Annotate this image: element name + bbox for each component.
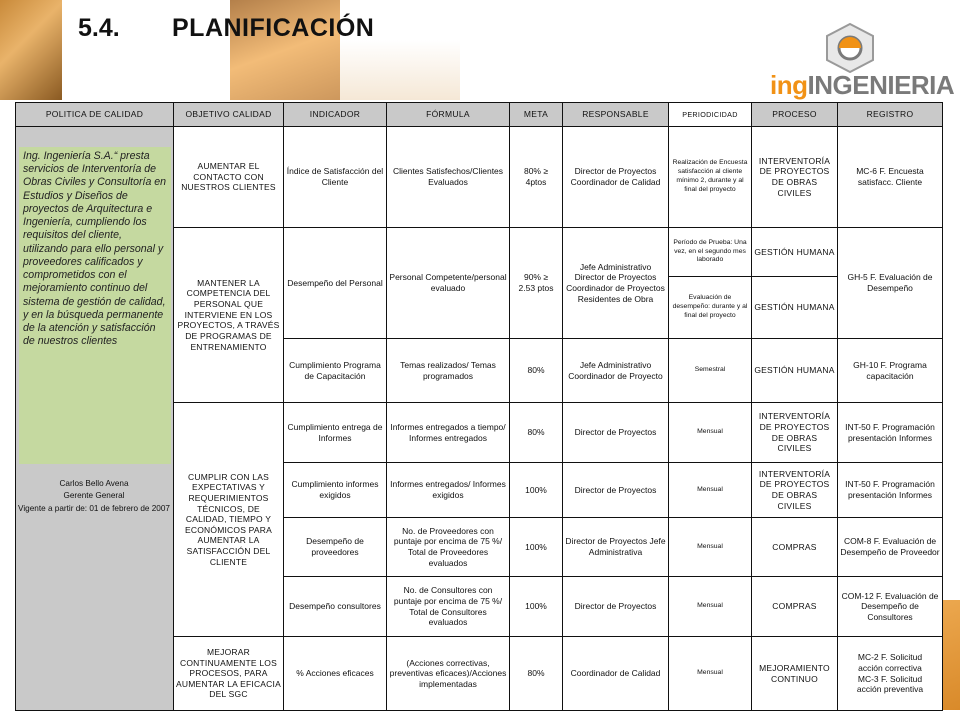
row5-registro: INT-50 F. Programación presentación Informes	[837, 462, 943, 518]
row3-periodicidad: Semestral	[668, 338, 752, 403]
row2-proceso-a: GESTIÓN HUMANA	[751, 227, 838, 277]
row2-indicador: Desempeño del Personal	[283, 227, 387, 339]
row4-indicador: Cumplimiento entrega de Informes	[283, 402, 387, 463]
row3-meta: 80%	[509, 338, 563, 403]
row2-periodicidad-b: Evaluación de desempeño: durante y al final del proyecto	[668, 276, 752, 339]
header-politica: POLITICA DE CALIDAD	[15, 102, 174, 127]
row5-formula: Informes entregados/ Informes exigidos	[386, 462, 510, 518]
row6-responsable: Director de Proyectos Jefe Administrativa	[562, 517, 669, 577]
header-periodicidad: PERIODICIDAD	[668, 102, 752, 127]
header-meta: META	[509, 102, 563, 127]
row4-periodicidad: Mensual	[668, 402, 752, 463]
signer-role: Gerente General	[63, 491, 125, 501]
logo-text-rest: INGENIERIA	[807, 70, 955, 100]
row6-formula: No. de Proveedores con puntaje por encima de 75 %/ Total de Proveedores evaluados	[386, 517, 510, 577]
row7-responsable: Director de Proyectos	[562, 576, 669, 637]
row8-meta: 80%	[509, 636, 563, 711]
objective-2: MANTENER LA COMPETENCIA DEL PERSONAL QUE INTERVIENE EN LOS PROYECTOS, A TRAVÉS DE PROGRAMAS DE ENTRENAMIENTO	[173, 227, 284, 403]
row1-indicador: Índice de Satisfacción del Cliente	[283, 126, 387, 228]
row6-meta: 100%	[509, 517, 563, 577]
row1-proceso: INTERVENTORÍA DE PROYECTOS DE OBRAS CIVILES	[751, 126, 838, 228]
valid-from: Vigente a partir de: 01 de febrero de 2007	[18, 503, 170, 513]
policy-signature-block	[16, 478, 172, 515]
row6-indicador: Desempeño de proveedores	[283, 517, 387, 577]
row7-registro: COM-12 F. Evaluación de Desempeño de Consultores	[837, 576, 943, 637]
row2-registro: GH-5 F. Evaluación de Desempeño	[837, 227, 943, 339]
row4-responsable: Director de Proyectos	[562, 402, 669, 463]
row8-registro: MC-2 F. Solicitud acción correctiva MC-3 F. Solicitud acción preventiva	[837, 636, 943, 711]
objective-3: CUMPLIR CON LAS EXPECTATIVAS Y REQUERIMIENTOS TÉCNICOS, DE CALIDAD, TIEMPO Y ECONÓMICOS PARA AUMENTAR LA SATISFACCIÓN DEL CLIENTE	[173, 402, 284, 637]
row5-periodicidad: Mensual	[668, 462, 752, 518]
header-registro: REGISTRO	[837, 102, 943, 127]
row1-periodicidad: Realización de Encuesta satisfacción al cliente mínimo 2, durante y al final del proyecto	[668, 126, 752, 228]
row3-indicador: Cumplimiento Programa de Capacitación	[283, 338, 387, 403]
row5-responsable: Director de Proyectos	[562, 462, 669, 518]
row7-indicador: Desempeño consultores	[283, 576, 387, 637]
row2-responsable: Jefe Administrativo Director de Proyectos Coordinador de Proyectos Residentes de Obra	[562, 227, 669, 339]
row6-registro: COM-8 F. Evaluación de Desempeño de Proveedor	[837, 517, 943, 577]
logo-text-main: ing	[770, 70, 808, 100]
row8-periodicidad: Mensual	[668, 636, 752, 711]
row2-proceso-b: GESTIÓN HUMANA	[751, 276, 838, 339]
row5-proceso: INTERVENTORÍA DE PROYECTOS DE OBRAS CIVILES	[751, 462, 838, 518]
signer-name: Carlos Bello Avena	[59, 479, 129, 488]
row8-indicador: % Acciones eficaces	[283, 636, 387, 711]
row1-responsable: Director de Proyectos Coordinador de Calidad	[562, 126, 669, 228]
row3-registro: GH-10 F. Programa capacitación	[837, 338, 943, 403]
row4-meta: 80%	[509, 402, 563, 463]
row8-formula: (Acciones correctivas, preventivas eficaces)/Acciones implementadas	[386, 636, 510, 711]
row1-meta: 80% ≥ 4ptos	[509, 126, 563, 228]
row3-formula: Temas realizados/ Temas programados	[386, 338, 510, 403]
page-title: PLANIFICACIÓN	[172, 14, 375, 42]
row3-proceso: GESTIÓN HUMANA	[751, 338, 838, 403]
row6-periodicidad: Mensual	[668, 517, 752, 577]
row7-meta: 100%	[509, 576, 563, 637]
row5-indicador: Cumplimiento informes exigidos	[283, 462, 387, 518]
row6-proceso: COMPRAS	[751, 517, 838, 577]
row2-formula: Personal Competente/personal evaluado	[386, 227, 510, 339]
row7-proceso: COMPRAS	[751, 576, 838, 637]
quality-policy-text: Ing. Ingeniería S.A.“ presta servicios de Interventoría de Obras Civiles y Consultoría en Estudios y Diseños de proyectos de Arquitectura e Ingeniería, cumpliendo los requisitos del cliente, utilizando para ello personal y proveedores calificados y comprometidos con el mejoramiento continuo del sistema de gestión de calidad, y en la búsqueda permanente de la atención y satisfacción de nuestros clientes	[19, 147, 171, 464]
row2-periodicidad-a: Período de Prueba: Una vez, en el segundo mes laborado	[668, 227, 752, 277]
row7-formula: No. de Consultores con puntaje por encima de 75 %/ Total de Consultores evaluados	[386, 576, 510, 637]
row8-responsable: Coordinador de Calidad	[562, 636, 669, 711]
row1-formula: Clientes Satisfechos/Clientes Evaluados	[386, 126, 510, 228]
row4-formula: Informes entregados a tiempo/ Informes entregados	[386, 402, 510, 463]
header-responsable: RESPONSABLE	[562, 102, 669, 127]
row5-meta: 100%	[509, 462, 563, 518]
header-formula: FÓRMULA	[386, 102, 510, 127]
row2-meta: 90% ≥ 2.53 ptos	[509, 227, 563, 339]
objective-1: AUMENTAR EL CONTACTO CON NUESTROS CLIENTES	[173, 126, 284, 228]
header-objetivo: OBJETIVO CALIDAD	[173, 102, 284, 127]
row4-proceso: INTERVENTORÍA DE PROYECTOS DE OBRAS CIVILES	[751, 402, 838, 463]
row8-proceso: MEJORAMIENTO CONTINUO	[751, 636, 838, 711]
header-indicador: INDICADOR	[283, 102, 387, 127]
row7-periodicidad: Mensual	[668, 576, 752, 637]
header-proceso: PROCESO	[751, 102, 838, 127]
objective-4: MEJORAR CONTINUAMENTE LOS PROCESOS, PARA AUMENTAR LA EFICACIA DEL SGC	[173, 636, 284, 711]
row4-registro: INT-50 F. Programación presentación Informes	[837, 402, 943, 463]
row3-responsable: Jefe Administrativo Coordinador de Proyecto	[562, 338, 669, 403]
row1-registro: MC-6 F. Encuesta satisfacc. Cliente	[837, 126, 943, 228]
page-title-number: 5.4.	[78, 14, 120, 42]
